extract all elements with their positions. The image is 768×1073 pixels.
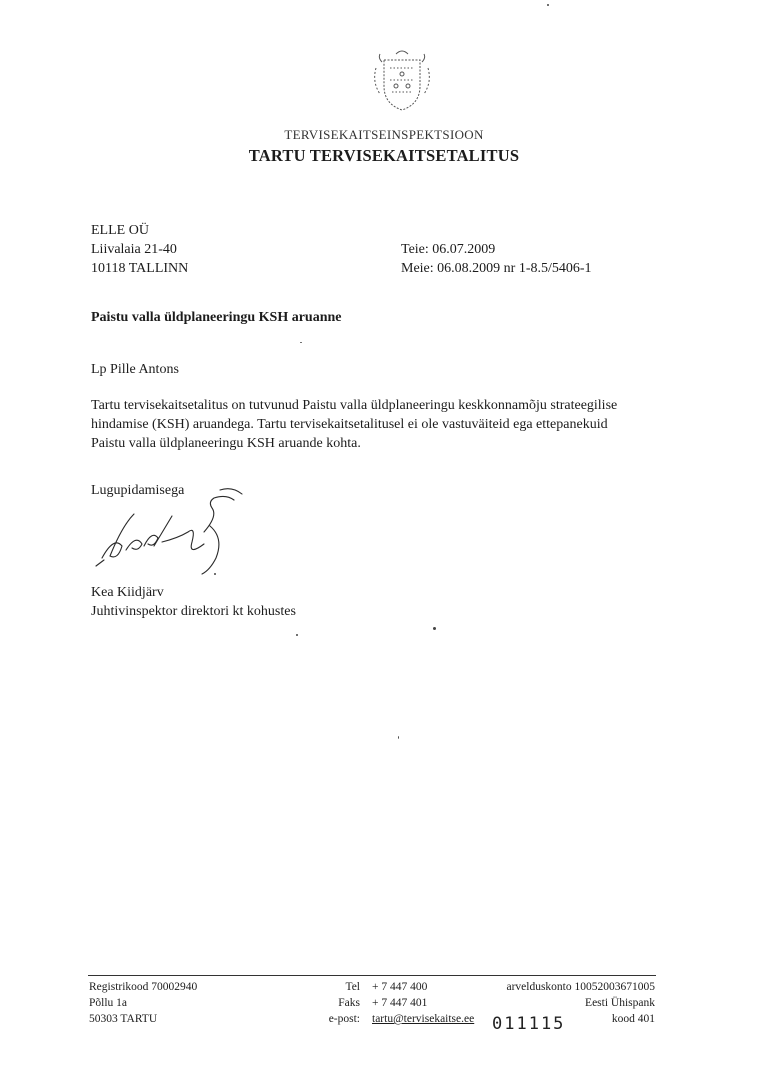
signer-title: Juhtivinspektor direktori kt kohustes [91, 604, 296, 619]
handwritten-signature [92, 486, 252, 576]
bank-account: arvelduskonto 10052003671005 [506, 981, 655, 993]
bank-name: Eesti Ühispank [585, 997, 655, 1009]
footer-registry [89, 979, 197, 1027]
letter-subject: Paistu valla üldplaneeringu KSH aruanne [91, 310, 342, 325]
recipient-street: Liivalaia 21-40 [91, 242, 177, 257]
closing: Lugupidamisega [91, 483, 185, 498]
registry-code: Registrikood 70002940 [89, 981, 198, 993]
bank-code: kood 401 [611, 1013, 655, 1025]
body-line: Tartu tervisekaitsetalitus on tutvunud Paistu valla üldplaneeringu keskkonnamõju strateegilise [91, 398, 618, 413]
body-line: Paistu valla üldplaneeringu KSH aruande kohta. [91, 436, 361, 451]
document-number-stamp: 011115 [492, 1014, 566, 1034]
recipient-city: 10118 TALLINN [91, 261, 189, 276]
letter-body [91, 396, 661, 453]
email-link[interactable]: tartu@tervisekaitse.ee [372, 1013, 475, 1025]
tel-value: + 7 447 400 [372, 981, 428, 993]
footer-contact-labels [300, 979, 360, 1027]
organization-name: TERVISEKAITSEINSPEKTSIOON [284, 127, 484, 142]
footer-city: 50303 TARTU [89, 1013, 158, 1025]
tel-label: Tel [345, 981, 360, 993]
footer-divider [88, 975, 656, 976]
office-name: TARTU TERVISEKAITSETALITUS [248, 146, 520, 165]
email-label: e-post: [328, 1013, 360, 1025]
footer-contact-values [372, 979, 474, 1027]
footer-street: Põllu 1a [89, 997, 128, 1009]
recipient-name: ELLE OÜ [91, 223, 149, 238]
fax-label: Faks [338, 997, 360, 1009]
body-line: hindamise (KSH) aruandega. Tartu tervisekaitsetalitusel ei ole vastuväiteid ega ettepanekuid [91, 417, 608, 432]
salutation: Lp Pille Antons [91, 362, 179, 377]
our-reference: Meie: 06.08.2009 nr 1-8.5/5406-1 [401, 261, 592, 276]
signer-name: Kea Kiidjärv [91, 585, 164, 600]
coat-of-arms-icon [368, 48, 436, 116]
your-reference: Teie: 06.07.2009 [401, 242, 496, 257]
fax-value: + 7 447 401 [372, 997, 428, 1009]
